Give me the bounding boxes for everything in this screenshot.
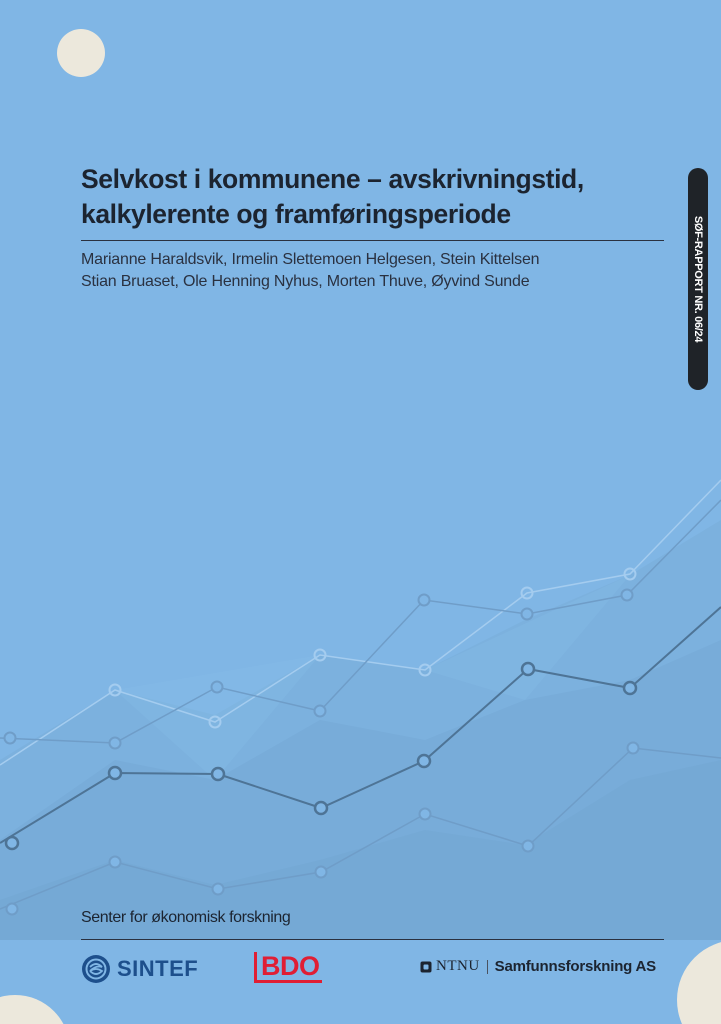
decorative-line-graphic (0, 460, 721, 940)
authors-line-1: Marianne Haraldsvik, Irmelin Slettemoen Helgesen, Stein Kittelsen (81, 251, 540, 268)
title-line-1: Selvkost i kommunene – avskrivningstid, (81, 164, 584, 194)
sintef-symbol-icon (81, 954, 111, 984)
title-line-2: kalkylerente og framføringsperiode (81, 199, 511, 229)
author-list (81, 249, 661, 293)
ntnu-symbol-icon (420, 961, 432, 973)
samfunnsforskning-wordmark: Samfunnsforskning AS (494, 958, 656, 975)
bdo-logo (254, 952, 322, 983)
decorative-circle-bottom-left (0, 995, 70, 1024)
report-number: SØF-RAPPORT NR. 06/24 (692, 215, 704, 343)
footer-divider (81, 939, 664, 940)
ntnu-wordmark: NTNU (436, 958, 480, 974)
sintef-wordmark: SINTEF (117, 956, 199, 981)
report-title (81, 162, 641, 232)
ntnu-samfunnsforskning-logo (420, 958, 656, 975)
sintef-logo (81, 954, 198, 984)
title-divider (81, 240, 664, 241)
partner-logos (81, 952, 664, 988)
research-center-name: Senter for økonomisk forskning (81, 909, 291, 926)
logo-separator (487, 960, 488, 974)
decorative-circle-top (57, 29, 105, 77)
faded-polygon-shapes (0, 520, 721, 940)
bdo-wordmark: BDO (254, 952, 322, 983)
decorative-circle-bottom-right (677, 940, 721, 1024)
report-number-tab (688, 168, 708, 390)
authors-line-2: Stian Bruaset, Ole Henning Nyhus, Morten Thuve, Øyvind Sunde (81, 273, 530, 290)
